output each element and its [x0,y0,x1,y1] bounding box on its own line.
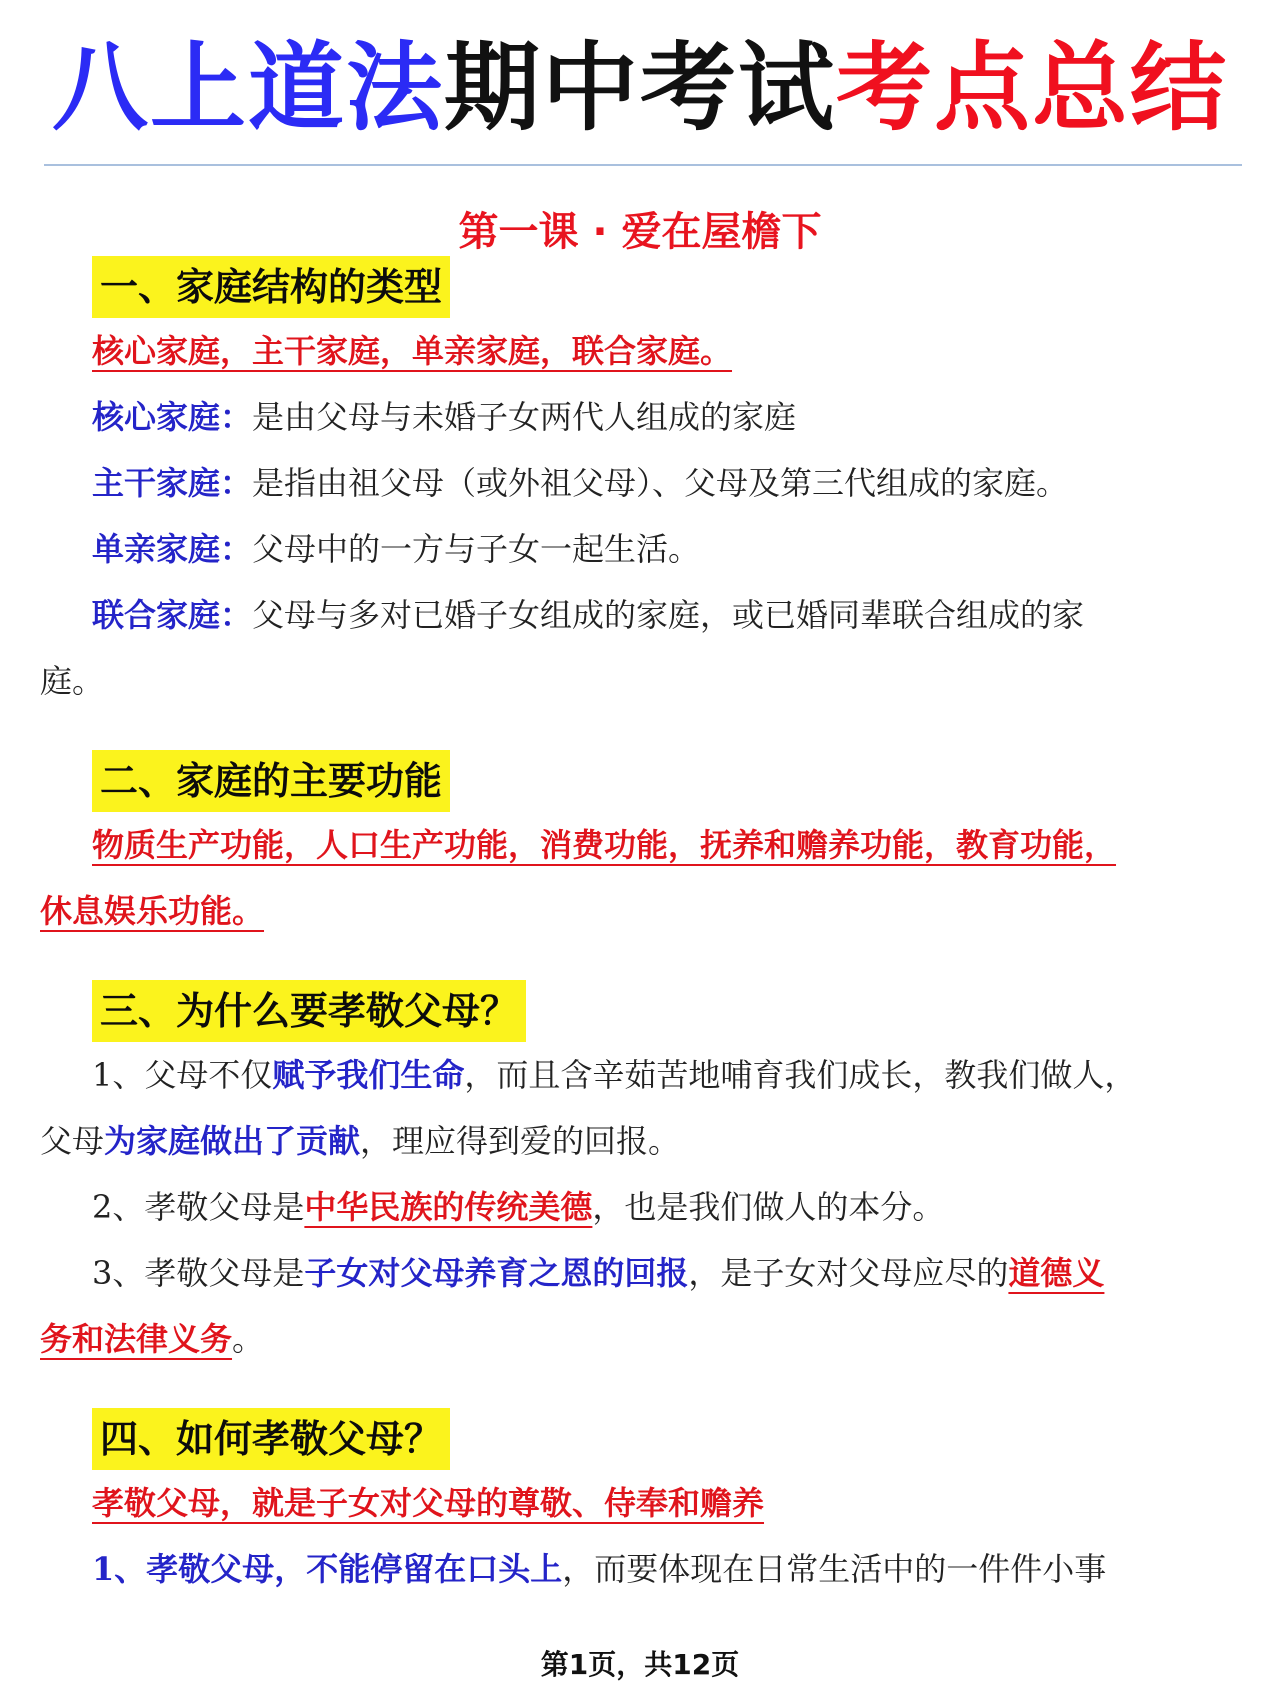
title-part-black: 期中考试 [444,32,836,144]
section-3-point-2 [40,1174,1280,1240]
text: 3、孝敬父母是 [92,1254,305,1292]
text: 。 [232,1320,265,1358]
definition-item [40,516,1280,582]
title-part-red: 考点总结 [836,32,1228,144]
section-3-point-1 [40,1042,1280,1108]
section-1-summary [40,318,1280,384]
section-4-point-1 [40,1536,1280,1602]
blue-emphasis: 赋予我们生命 [272,1056,465,1094]
text: ，也是我们做人的本分。 [592,1188,945,1226]
text: ，是子女对父母应尽的 [688,1254,1009,1292]
text: ，而且含辛茹苦地哺育我们成长，教我们做人， [464,1056,1137,1094]
text: ，而要体现在日常生活中的一件件小事 [562,1550,1107,1588]
definition-item [40,582,1280,648]
section-2-heading: 二、家庭的主要功能 [92,750,450,812]
section-2-line-1 [40,812,1280,878]
definition-term: 单亲家庭： [92,530,253,568]
title-part-blue: 八上道法 [52,32,444,144]
section-2-line-2 [40,878,1252,944]
red-emphasis: 道德义 [1008,1254,1105,1292]
section-3-point-3-cont [40,1306,1252,1372]
definition-text: 是由父母与未婚子女两代人组成的家庭 [252,398,797,436]
text: 父母 [40,1122,105,1160]
section-3-heading: 三、为什么要孝敬父母？ [92,980,526,1042]
lesson-title: 第一课 · 爱在屋檐下 [458,209,822,255]
text: 1、父母不仅 [92,1056,273,1094]
definition-term: 联合家庭： [92,596,253,634]
text: ，理应得到爱的回报。 [360,1122,681,1160]
section-4-summary [40,1470,1280,1536]
definition-text: 是指由祖父母（或外祖父母）、父母及第三代组成的家庭。 [252,464,1069,502]
definition-text: 父母中的一方与子女一起生活。 [252,530,701,568]
functions-text: 物质生产功能，人口生产功能，消费功能，抚养和赡养功能，教育功能， [92,826,1117,864]
section-3-point-1-cont [40,1108,1252,1174]
definition-text: 父母与多对已婚子女组成的家庭，或已婚同辈联合组成的家 [252,596,1085,634]
functions-text-cont: 休息娱乐功能。 [40,892,265,930]
definition-term: 主干家庭： [92,464,253,502]
page-title [0,28,1280,148]
section-1-summary-text: 核心家庭，主干家庭，单亲家庭，联合家庭。 [92,332,733,370]
definition-item [40,450,1280,516]
definition-item [40,384,1280,450]
blue-emphasis: 为家庭做出了贡献 [104,1122,361,1160]
text: 2、孝敬父母是 [92,1188,305,1226]
blue-emphasis: 子女对父母养育之恩的回报 [304,1254,689,1292]
page-footer: 第1页，共12页 [540,1648,740,1681]
blue-emphasis: 1、孝敬父母，不能停留在口头上 [92,1550,563,1588]
section-4-heading: 四、如何孝敬父母？ [92,1408,450,1470]
section-1-heading: 一、家庭结构的类型 [92,256,450,318]
definition-continuation: 庭。 [40,662,105,700]
section-4-summary-text: 孝敬父母，就是子女对父母的尊敬、侍奉和赡养 [92,1484,765,1522]
definition-term: 核心家庭： [92,398,253,436]
red-emphasis: 中华民族的传统美德 [304,1188,593,1226]
section-3-point-3 [40,1240,1280,1306]
title-divider [44,164,1242,166]
red-emphasis: 务和法律义务 [40,1320,233,1358]
